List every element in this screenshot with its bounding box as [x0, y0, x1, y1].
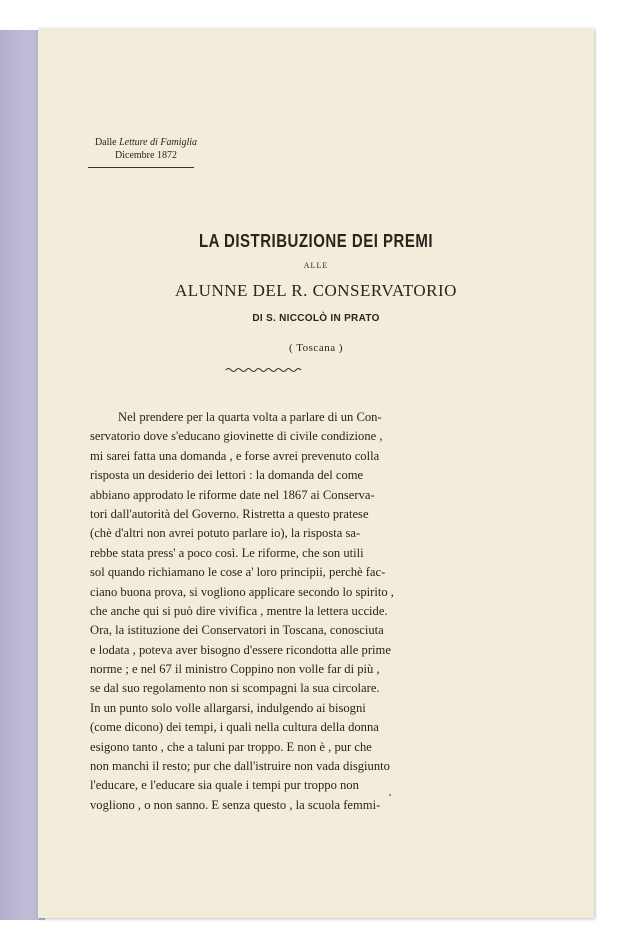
text-line: mi sarei fatta una domanda , e forse avrei prevenuto colla	[90, 448, 380, 463]
text-line: (chè d'altri non avrei potuto parlare io), la risposta sa-	[90, 526, 361, 541]
text-line: e lodata , poteva aver bisogno d'essere ricondotta alle prime	[90, 642, 391, 657]
text-line: ciano buona prova, si vogliono applicare secondo lo spirito ,	[90, 584, 394, 599]
title-main: LA DISTRIBUZIONE DEI PREMI	[198, 230, 434, 253]
text-line: rebbe stata press' a poco così. Le riforme, che son utili	[90, 545, 364, 560]
paper-speck	[389, 794, 391, 796]
text-line: servatorio dove s'educano giovinette di civile condizione ,	[90, 429, 383, 444]
text-line: che anche qui si può dire vivifica , mentre la lettera uccide.	[90, 603, 388, 618]
source-note	[90, 136, 202, 162]
ornament-divider	[224, 366, 304, 374]
title-location: DI S. NICCOLÒ IN PRATO	[252, 313, 380, 324]
text-line: vogliono , o non sanno. E senza questo , la scuola femmi-	[90, 797, 381, 812]
text-line: abbiano approdato le riforme date nel 1867 ai Conserva-	[90, 487, 375, 502]
title-connector: ALLE	[303, 261, 329, 270]
body-paragraph	[90, 408, 590, 815]
text-line: Ora, la istituzione dei Conservatori in Toscana, conosciuta	[90, 623, 384, 638]
text-line: sol quando richiamano le cose a' loro principii, perchè fac-	[90, 565, 386, 580]
text-line: tori dall'autorità del Governo. Ristretta a questo pratese	[90, 506, 369, 521]
source-journal: Letture di Famiglia	[119, 137, 198, 148]
text-line: Nel prendere per la quarta volta a parlare di un Con-	[118, 410, 382, 424]
source-rule	[88, 167, 194, 168]
title-subject: ALUNNE DEL R. CONSERVATORIO	[175, 281, 457, 300]
text-line: risposta un desiderio dei lettori : la domanda del come	[90, 468, 364, 483]
source-date: Dicembre 1872	[115, 150, 177, 161]
source-line	[90, 136, 202, 149]
text-line: non manchi il resto; pur che dall'istruire non vada disgiunto	[90, 759, 390, 774]
text-line: In un punto solo volle allargarsi, indulgendo ai bisogni	[90, 700, 366, 715]
source-prefix: Dalle	[94, 137, 117, 148]
text-line: l'educare, e l'educare sia quale i tempi pur troppo non	[90, 778, 359, 793]
document-page	[38, 28, 594, 918]
text-line: se dal suo regolamento non si scompagni la sua circolare.	[90, 681, 380, 696]
text-line: norme ; e nel 67 il ministro Coppino non volle far di più ,	[90, 662, 380, 677]
title-region: ( Toscana )	[288, 342, 343, 354]
text-line: (come dicono) dei tempi, i quali nella cultura della donna	[90, 720, 379, 735]
text-line: esigono tanto , che a taluni par troppo. E non è , pur che	[90, 739, 372, 754]
